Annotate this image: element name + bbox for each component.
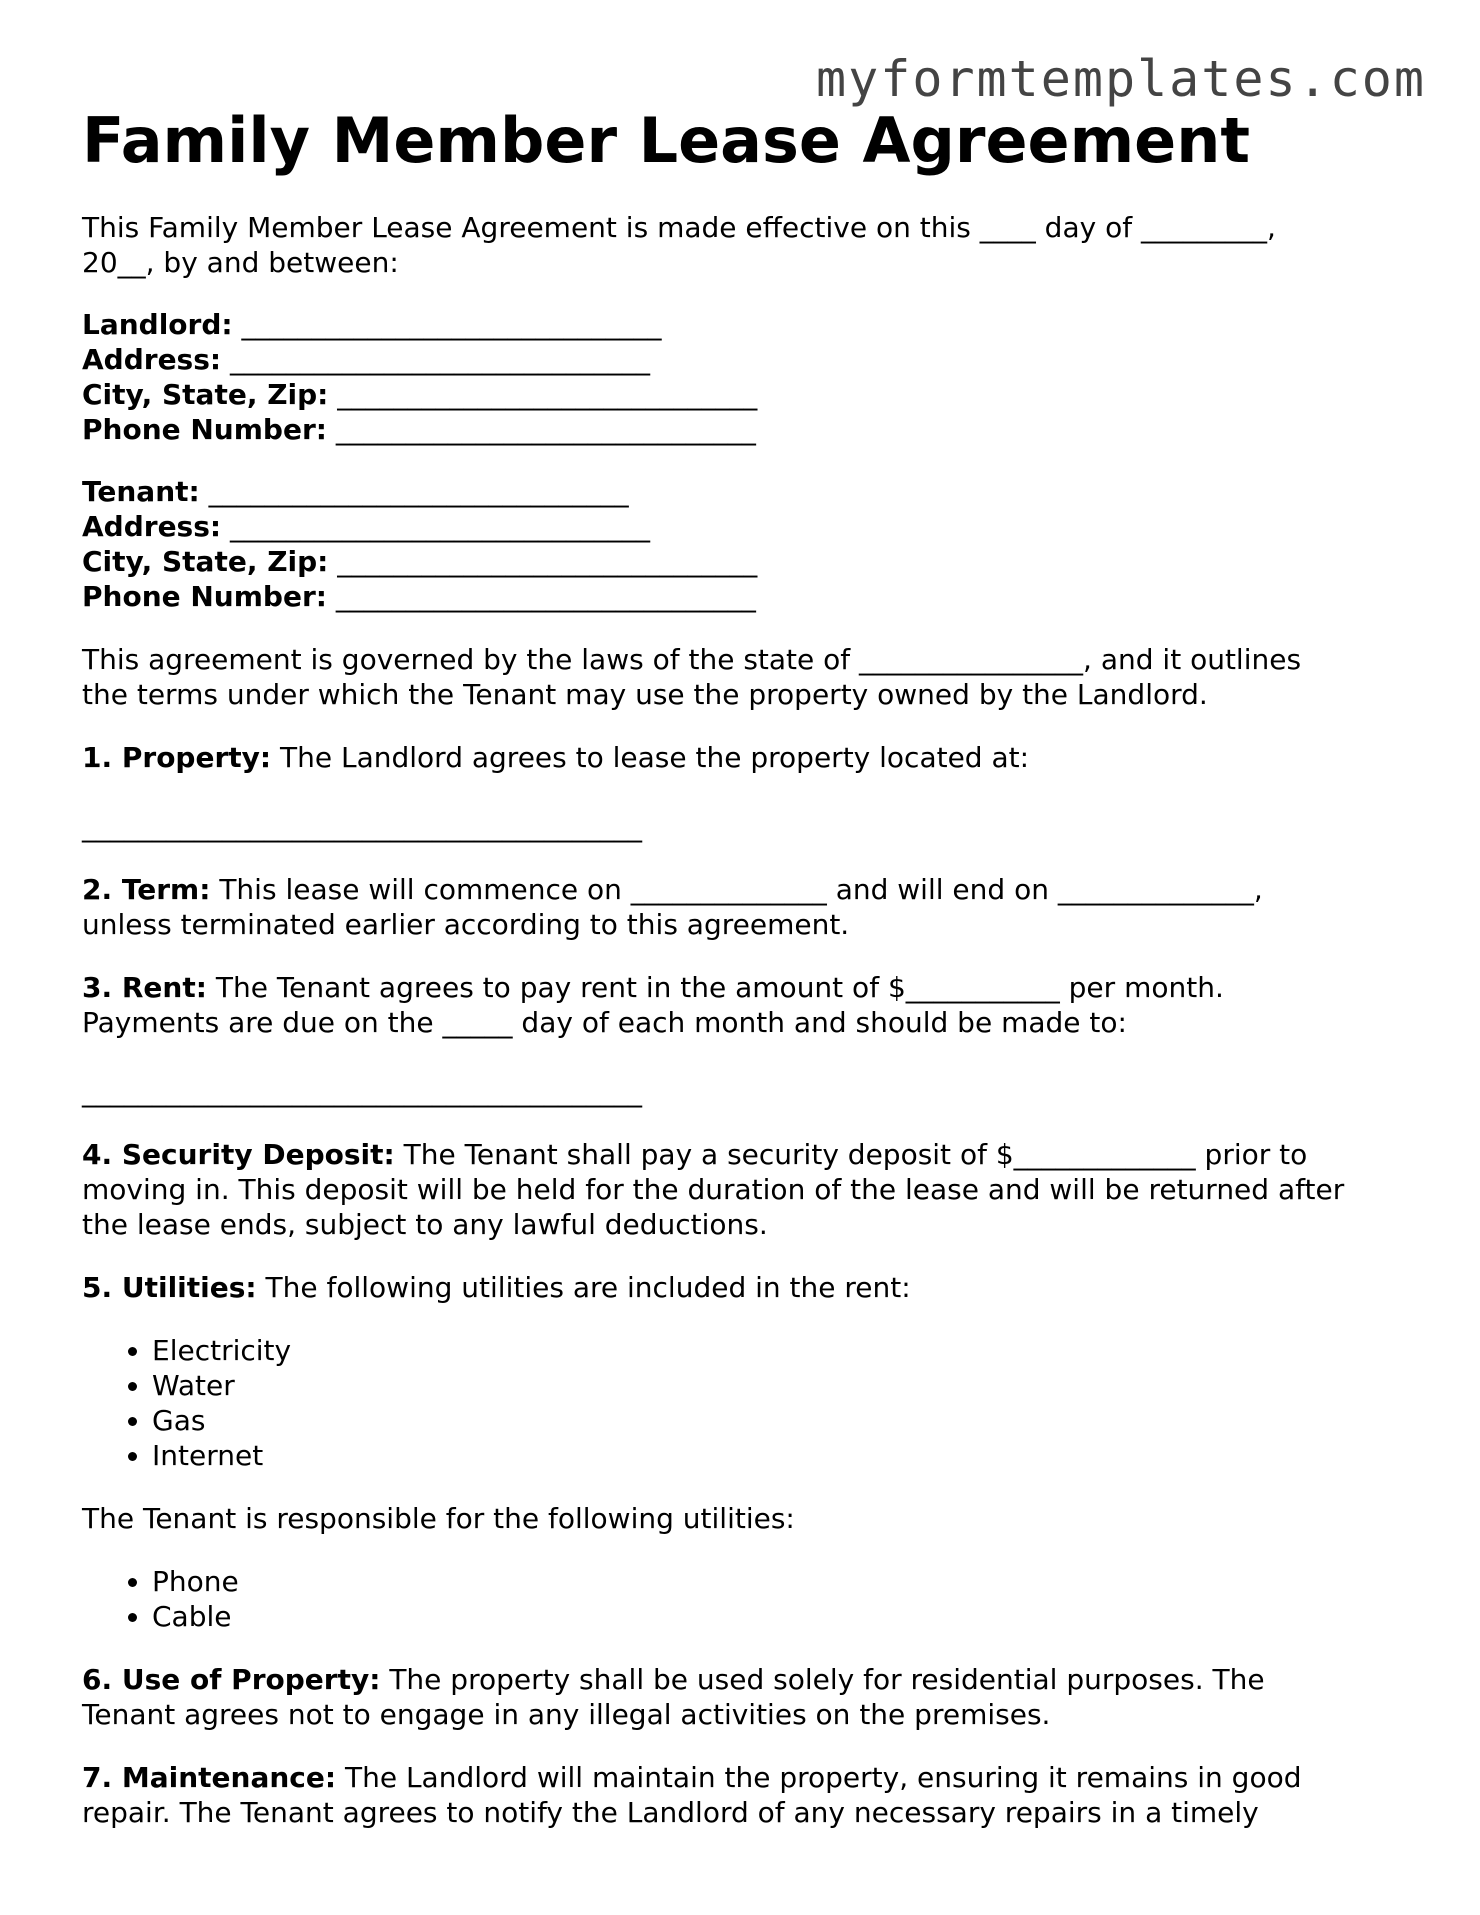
utilities-text: The following utilities are included in the rent: <box>256 1271 911 1304</box>
use-heading: 6. Use of Property: <box>82 1663 381 1696</box>
maintenance-line-2: repair. The Tenant agrees to notify the Landlord of any necessary repairs in a timely <box>82 1796 1259 1829</box>
site-watermark: myformtemplates.com <box>816 50 1426 108</box>
governing-law-paragraph <box>82 642 1412 712</box>
section-property <box>82 740 1412 775</box>
list-item: • Cable <box>152 1599 1412 1634</box>
landlord-address-row <box>82 342 1412 377</box>
landlord-city-label: City, State, Zip: <box>82 378 329 411</box>
section-utilities <box>82 1270 1412 1305</box>
governing-line-1: This agreement is governed by the laws of the state of ________________, and it outlines <box>82 643 1302 676</box>
tenant-phone-blank: ______________________________ <box>335 580 756 613</box>
tenant-phone-row <box>82 579 1412 614</box>
tenant-block <box>82 474 1412 614</box>
list-item: • Internet <box>152 1438 1412 1473</box>
maintenance-heading: 7. Maintenance: <box>82 1761 337 1794</box>
list-item: • Gas <box>152 1403 1412 1438</box>
term-line-2: unless terminated earlier according to this agreement. <box>82 908 850 941</box>
use-line-2: Tenant agrees not to engage in any illegal activities on the premises. <box>82 1698 1051 1731</box>
landlord-phone-row <box>82 412 1412 447</box>
section-use-of-property <box>82 1662 1412 1732</box>
section-security-deposit <box>82 1137 1412 1242</box>
tenant-city-row <box>82 544 1412 579</box>
tenant-name-label: Tenant: <box>82 475 200 508</box>
tenant-name-blank: ______________________________ <box>208 475 629 508</box>
landlord-name-label: Landlord: <box>82 308 233 341</box>
deposit-line-3: the lease ends, subject to any lawful deductions. <box>82 1208 768 1241</box>
list-item: • Electricity <box>152 1333 1412 1368</box>
tenant-name-row <box>82 474 1412 509</box>
tenant-address-row <box>82 509 1412 544</box>
deposit-line-2: moving in. This deposit will be held for the duration of the lease and will be returned after <box>82 1173 1345 1206</box>
term-line-1: This lease will commence on ______________ and will end on ______________, <box>210 873 1263 906</box>
deposit-heading: 4. Security Deposit: <box>82 1138 395 1171</box>
tenant-utilities-intro: The Tenant is responsible for the following utilities: <box>82 1502 795 1535</box>
term-heading: 2. Term: <box>82 873 211 906</box>
property-heading: 1. Property: <box>82 741 272 774</box>
tenant-city-blank: ______________________________ <box>337 545 758 578</box>
landlord-phone-label: Phone Number: <box>82 413 327 446</box>
landlord-city-blank: ______________________________ <box>337 378 758 411</box>
landlord-phone-blank: ______________________________ <box>335 413 756 446</box>
document-title: Family Member Lease Agreement <box>82 104 1251 177</box>
landlord-block <box>82 307 1412 447</box>
governing-line-2: the terms under which the Tenant may use the property owned by the Landlord. <box>82 678 1208 711</box>
tenant-utilities-list <box>82 1564 1412 1634</box>
document-page <box>82 104 1412 1830</box>
property-text: The Landlord agrees to lease the property located at: <box>271 741 1030 774</box>
list-item: • Water <box>152 1368 1412 1403</box>
section-term <box>82 872 1412 942</box>
intro-line-2: 20__, by and between: <box>82 246 399 279</box>
maintenance-line-1: The Landlord will maintain the property, ensuring it remains in good <box>336 1761 1302 1794</box>
intro-line-1: This Family Member Lease Agreement is made effective on this ____ day of _________, <box>82 211 1276 244</box>
landlord-address-blank: ______________________________ <box>230 343 650 376</box>
rent-payee-blank: ________________________________________ <box>82 1075 642 1108</box>
section-maintenance <box>82 1760 1412 1830</box>
rent-heading: 3. Rent: <box>82 971 207 1004</box>
tenant-phone-label: Phone Number: <box>82 580 327 613</box>
utilities-heading: 5. Utilities: <box>82 1271 257 1304</box>
landlord-address-label: Address: <box>82 343 222 376</box>
list-item: • Phone <box>152 1564 1412 1599</box>
tenant-address-label: Address: <box>82 510 222 543</box>
tenant-address-blank: ______________________________ <box>230 510 650 543</box>
property-address-blank: ________________________________________ <box>82 810 642 843</box>
rent-line-2: Payments are due on the _____ day of each month and should be made to: <box>82 1006 1127 1039</box>
included-utilities-list <box>82 1333 1412 1473</box>
landlord-name-row <box>82 307 1412 342</box>
deposit-line-1: The Tenant shall pay a security deposit of $_____________ prior to <box>394 1138 1308 1171</box>
use-line-1: The property shall be used solely for residential purposes. The <box>380 1663 1265 1696</box>
section-rent <box>82 970 1412 1040</box>
tenant-city-label: City, State, Zip: <box>82 545 329 578</box>
landlord-name-blank: ______________________________ <box>241 308 662 341</box>
rent-line-1: The Tenant agrees to pay rent in the amount of $___________ per month. <box>206 971 1224 1004</box>
landlord-city-row <box>82 377 1412 412</box>
intro-paragraph <box>82 210 1412 280</box>
